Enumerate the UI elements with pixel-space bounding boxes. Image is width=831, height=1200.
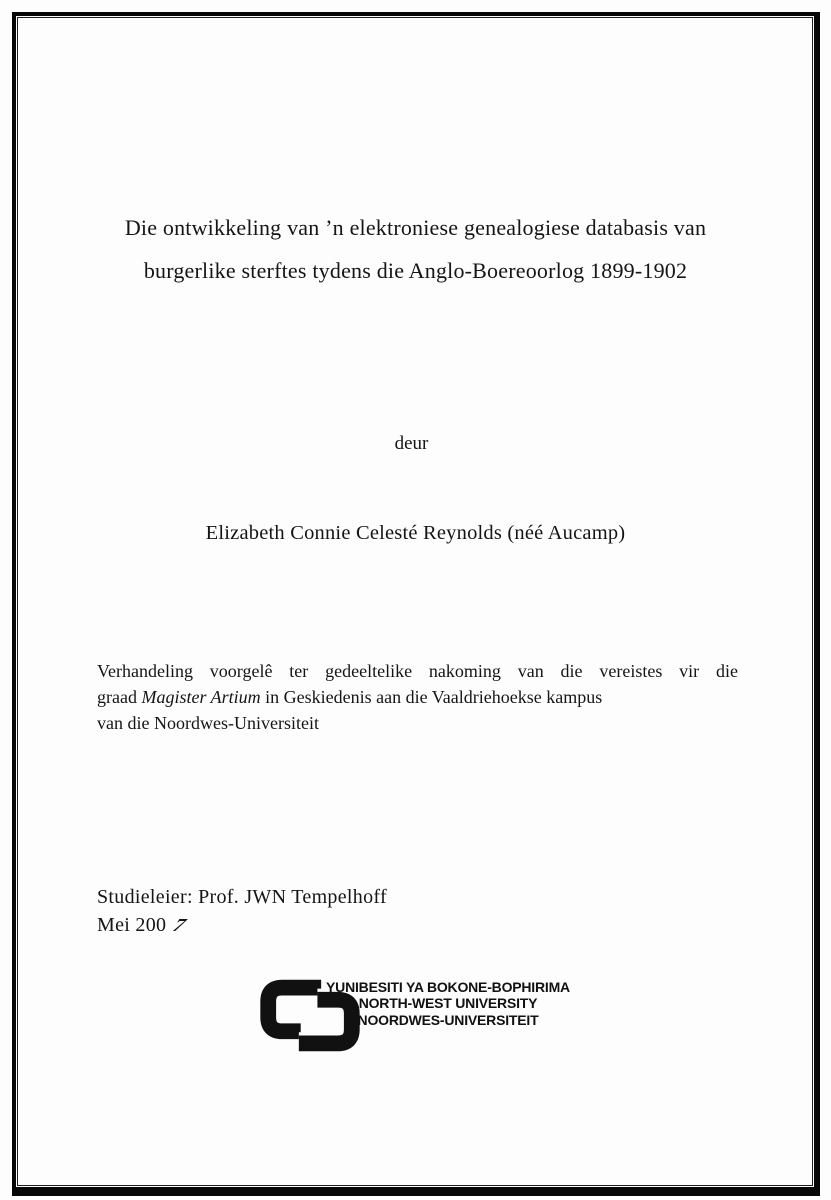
nwu-logo-line1: YUNIBESITI YA BOKONE-BOPHIRIMA <box>326 979 570 995</box>
date-line <box>97 912 387 940</box>
date-digit: 7 <box>168 915 192 936</box>
thesis-title <box>40 206 791 292</box>
nwu-logo-wordmark <box>318 979 578 1028</box>
degree-statement-line1: Verhandeling voorgelê ter gedeeltelike nakoming van die vereistes vir die <box>97 661 738 681</box>
degree-statement-line2-suffix: in Geskiedenis aan die Vaaldriehoekse kampus <box>260 687 603 707</box>
degree-statement-line3: van die Noordwes-Universiteit <box>97 713 319 733</box>
byline-deur: deur <box>394 433 429 454</box>
nwu-logo-line2: NORTH-WEST UNIVERSITY <box>358 995 538 1012</box>
nwu-logo-line3: NOORDWES-UNIVERSITEIT <box>357 1011 539 1028</box>
author-name: Elizabeth Connie Celesté Reynolds (néé Aucamp) <box>205 522 626 544</box>
thesis-title-line2: burgerlike sterftes tydens die Anglo-Boereoorlog 1899-1902 <box>143 258 688 283</box>
degree-name-italic: Magister Artium <box>141 687 261 707</box>
supervisor-line: Studieleier: Prof. JWN Tempelhoff <box>97 886 387 908</box>
degree-statement-line2 <box>97 684 738 710</box>
degree-statement-line2-prefix: graad <box>97 687 142 707</box>
thesis-title-line1: Die ontwikkeling van ’n elektroniese genealogiese databasis van <box>124 215 707 240</box>
date-prefix: Mei 200 <box>97 913 167 936</box>
credits-block <box>97 884 387 939</box>
degree-statement <box>97 658 738 736</box>
